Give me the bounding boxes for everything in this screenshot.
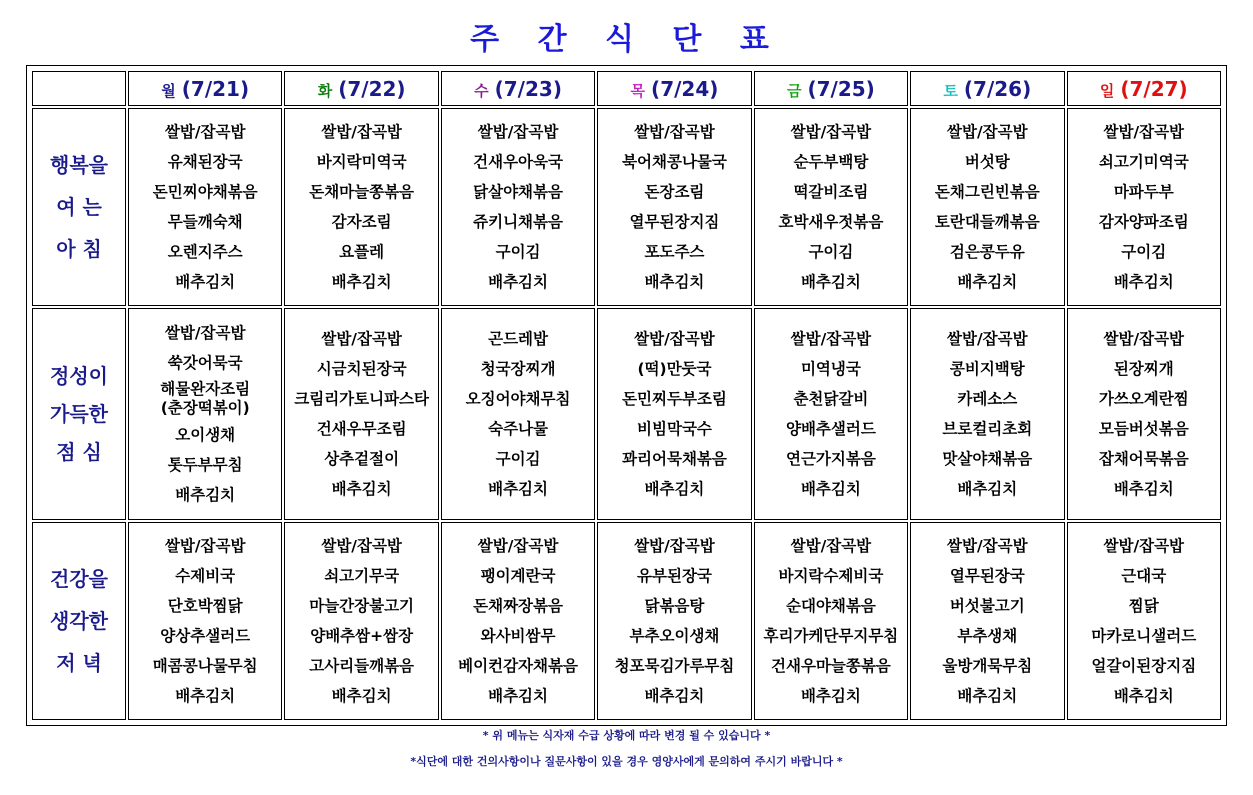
day-date: (7/21) [181,76,250,101]
menu-item: 배추김치 [957,273,1018,292]
menu-item: 매콤콩나물무침 [152,656,258,675]
menu-item: 숙주나물 [488,419,548,438]
meal-label-line: 여 는 [56,195,102,220]
menu-item: 청포묵김가루무침 [614,656,735,675]
menu-item: 배추김치 [1113,686,1174,705]
menu-item: 카레소스 [957,389,1018,408]
menu-item: 양배추샐러드 [785,419,876,438]
menu-cell [284,308,438,519]
menu-cell [284,108,438,306]
menu-item: 와사비쌈무 [480,626,556,645]
menu-item: 배추김치 [800,479,861,498]
menu-item: 유채된장국 [167,153,243,172]
menu-cell [284,522,438,720]
menu-item: 배추김치 [488,479,548,498]
menu-item: 구이김 [495,243,541,262]
day-header-1 [284,71,438,106]
menu-item: 단호박찜닭 [167,596,243,615]
menu-cell [597,522,751,720]
menu-item: 버섯탕 [964,153,1010,172]
menu-item: 배추김치 [488,686,548,705]
menu-item: 꽈리어묵채볶음 [622,449,727,468]
day-header-0 [128,71,282,106]
day-header-4 [754,71,908,106]
menu-item: 양상추샐러드 [160,626,251,645]
footer-note-1: * 위 메뉴는 식자재 수급 상황에 따라 변경 될 수 있습니다 * [482,729,771,742]
menu-item: 오이생채 [175,425,236,444]
menu-item: 감자양파조림 [1098,213,1189,232]
menu-item: 된장찌개 [1113,359,1174,378]
menu-item: 열무된장국 [949,566,1025,585]
menu-item: 북어채콩나물국 [622,153,727,172]
menu-item: 배추김치 [331,686,392,705]
menu-item: 구이김 [495,449,541,468]
menu-item: 비빔막국수 [637,419,712,438]
menu-cell [754,522,908,720]
menu-item: 크림리가토니파스타 [294,389,430,408]
menu-cell [441,108,595,306]
meal-row [32,522,1221,720]
meal-label [32,308,126,519]
meal-row [32,308,1221,519]
menu-item: 미역냉국 [800,359,861,378]
menu-item: (떡)만둣국 [637,359,712,378]
menu-item: 배추김치 [331,479,392,498]
menu-item: 돈민찌두부조림 [622,389,727,408]
meal-label [32,522,126,720]
menu-item: 쇠고기미역국 [1098,153,1189,172]
header-row [32,71,1221,106]
menu-item: 얼갈이된장지짐 [1091,656,1197,675]
menu-item: 톳두부무침 [167,455,243,474]
menu-item: 배추김치 [800,686,861,705]
menu-item: 검은콩두유 [949,243,1025,262]
menu-item: 맛살야채볶음 [942,449,1033,468]
footer-note-2: *식단에 대한 건의사항이나 질문사항이 있을 경우 영양사에게 문의하여 주시기 바랍니다 * [410,755,843,768]
menu-cell [597,308,751,519]
day-date: (7/25) [807,76,875,101]
menu-item: 닭볶음탕 [644,596,705,615]
menu-item: 쑥갓어묵국 [167,353,243,372]
menu-item: 부추오이생채 [629,626,720,645]
menu-item: 모듬버섯볶음 [1098,419,1189,438]
day-icon: 토 [943,81,958,100]
meal-label-line: 행복을 [50,153,108,178]
day-header-2 [441,71,595,106]
menu-item: 쌀밥/잡곡밥 [164,536,246,555]
menu-item: 감자조림 [331,213,392,232]
day-icon: 수 [474,81,489,100]
menu-cell [128,108,282,306]
menu-item: 배추김치 [644,273,705,292]
menu-item: 쥬키니채볶음 [473,213,563,232]
menu-item: 팽이계란국 [480,566,556,585]
menu-item: 건새우아욱국 [473,153,563,172]
meal-row [32,108,1221,306]
menu-item: 쌀밥/잡곡밥 [947,123,1028,142]
menu-item: 양배추쌈+쌈장 [310,626,414,645]
menu-item: 청국장찌개 [480,359,556,378]
menu-item: 후리가케단무지무침 [763,626,899,645]
menu-item: 버섯불고기 [949,596,1025,615]
menu-item: 쌀밥/잡곡밥 [634,123,715,142]
menu-item: 배추김치 [957,479,1018,498]
menu-item: 바지락수제비국 [778,566,884,585]
menu-item: 배추김치 [175,686,236,705]
menu-item: 부추생채 [957,626,1018,645]
menu-item: 잡채어묵볶음 [1098,449,1189,468]
menu-item: 쌀밥/잡곡밥 [790,536,872,555]
menu-cell [128,522,282,720]
day-header-3 [597,71,751,106]
menu-item: 쌀밥/잡곡밥 [164,323,246,342]
weekly-menu-table [30,69,1223,722]
day-date: (7/27) [1120,76,1188,101]
menu-item: 포도주스 [644,243,705,262]
day-date: (7/22) [338,76,406,101]
menu-table-frame [26,65,1227,726]
menu-cell [754,108,908,306]
meal-label-line: 가득한 [50,401,108,426]
day-date: (7/23) [494,76,562,101]
menu-cell [1067,308,1221,519]
menu-item: 곤드레밥 [488,329,548,348]
menu-item: 쌀밥/잡곡밥 [790,329,872,348]
menu-item: 유부된장국 [637,566,712,585]
menu-item: 수제비국 [175,566,236,585]
menu-item: 마늘간장불고기 [309,596,415,615]
menu-item: 돈채마늘쫑볶음 [309,183,415,202]
menu-cell [754,308,908,519]
menu-item: 순두부백탕 [793,153,869,172]
menu-cell [1067,108,1221,306]
menu-item: 돈채그린빈볶음 [934,183,1040,202]
menu-item: 호박새우젓볶음 [778,213,884,232]
menu-item: 돈채짜장볶음 [473,596,563,615]
menu-item: 시금치된장국 [316,359,407,378]
menu-item: 무들깨숙채 [167,213,243,232]
day-header-6 [1067,71,1221,106]
menu-item: 닭살야채볶음 [473,183,563,202]
menu-item: 쌀밥/잡곡밥 [164,123,246,142]
menu-item: 배추김치 [800,273,861,292]
meal-label-line: 생각한 [50,608,108,633]
menu-item: 쌀밥/잡곡밥 [477,536,559,555]
meal-label-line: 아 침 [56,237,102,262]
menu-item: 쌀밥/잡곡밥 [947,329,1028,348]
menu-item: 배추김치 [331,273,392,292]
menu-cell [441,522,595,720]
menu-item: 춘천닭갈비 [793,389,869,408]
menu-item: 토란대들깨볶음 [934,213,1040,232]
menu-item: 배추김치 [175,485,236,504]
menu-item: 배추김치 [1113,479,1174,498]
menu-item: 배추김치 [1113,273,1174,292]
day-icon: 화 [317,81,333,100]
menu-item: 마파두부 [1113,183,1174,202]
menu-item: 쌀밥/잡곡밥 [321,123,402,142]
menu-item: 바지락미역국 [316,153,407,172]
meal-label-line: 점 심 [56,439,102,464]
menu-item: 쌀밥/잡곡밥 [790,123,872,142]
menu-cell [910,108,1064,306]
menu-cell [1067,522,1221,720]
menu-item: 콩비지백탕 [949,359,1025,378]
page-title: 주 간 식 단 표 [470,22,783,57]
menu-item: 순대야채볶음 [785,596,876,615]
menu-cell [910,522,1064,720]
menu-cell [128,308,282,519]
day-icon: 일 [1099,81,1115,100]
menu-item: 돈장조림 [644,183,705,202]
menu-item: 배추김치 [644,479,705,498]
menu-item: 쌀밥/잡곡밥 [477,123,559,142]
meal-label-line: 건강을 [50,566,108,591]
menu-item: 울방개묵무침 [942,656,1033,675]
menu-item: 베이컨감자채볶음 [458,656,578,675]
menu-item: 상추겉절이 [324,449,400,468]
menu-item: 쌀밥/잡곡밥 [634,536,715,555]
menu-item: 배추김치 [644,686,705,705]
menu-item: 근대국 [1121,566,1167,585]
menu-cell [597,108,751,306]
menu-item: 배추김치 [175,273,236,292]
menu-item: 떡갈비조림 [793,183,869,202]
day-header-5 [910,71,1064,106]
menu-item: 돈민찌야채볶음 [152,183,258,202]
menu-item: 연근가지볶음 [785,449,876,468]
menu-item: 마카로니샐러드 [1091,626,1197,645]
meal-label-line: 저 녁 [56,650,102,675]
menu-item: 열무된장지짐 [629,213,720,232]
menu-item: 쌀밥/잡곡밥 [321,536,402,555]
menu-item: 구이김 [808,243,854,262]
menu-cell [910,308,1064,519]
menu-item: 쌀밥/잡곡밥 [1103,123,1185,142]
menu-item: 가쓰오계란찜 [1098,389,1189,408]
menu-item: 쇠고기무국 [324,566,400,585]
day-icon: 월 [161,81,176,100]
menu-item: 브로컬리초회 [942,419,1033,438]
menu-item: 고사리들깨볶음 [309,656,415,675]
menu-item: 건새우마늘쫑볶음 [771,656,891,675]
menu-item: 구이김 [1121,243,1167,262]
meal-label-line: 정성이 [50,363,108,388]
day-date: (7/26) [963,76,1032,101]
menu-item: 오렌지주스 [167,243,243,262]
menu-item: 건새우무조림 [316,419,407,438]
menu-item: 쌀밥/잡곡밥 [634,329,715,348]
day-date: (7/24) [651,76,719,101]
day-icon: 목 [630,81,646,100]
menu-item: 쌀밥/잡곡밥 [321,329,402,348]
menu-item: 오징어야채무침 [465,389,571,408]
menu-cell [441,308,595,519]
menu-item: 쌀밥/잡곡밥 [947,536,1028,555]
day-icon: 금 [786,81,802,100]
menu-item: 배추김치 [957,686,1018,705]
menu-item: 쌀밥/잡곡밥 [1103,536,1185,555]
menu-item: 해물완자조림 (춘장떡볶이) [160,379,251,417]
corner-cell [32,71,126,106]
menu-item: 요플레 [339,243,385,262]
menu-item: 찜닭 [1128,596,1159,615]
menu-item: 쌀밥/잡곡밥 [1103,329,1185,348]
meal-label [32,108,126,306]
menu-item: 배추김치 [488,273,548,292]
